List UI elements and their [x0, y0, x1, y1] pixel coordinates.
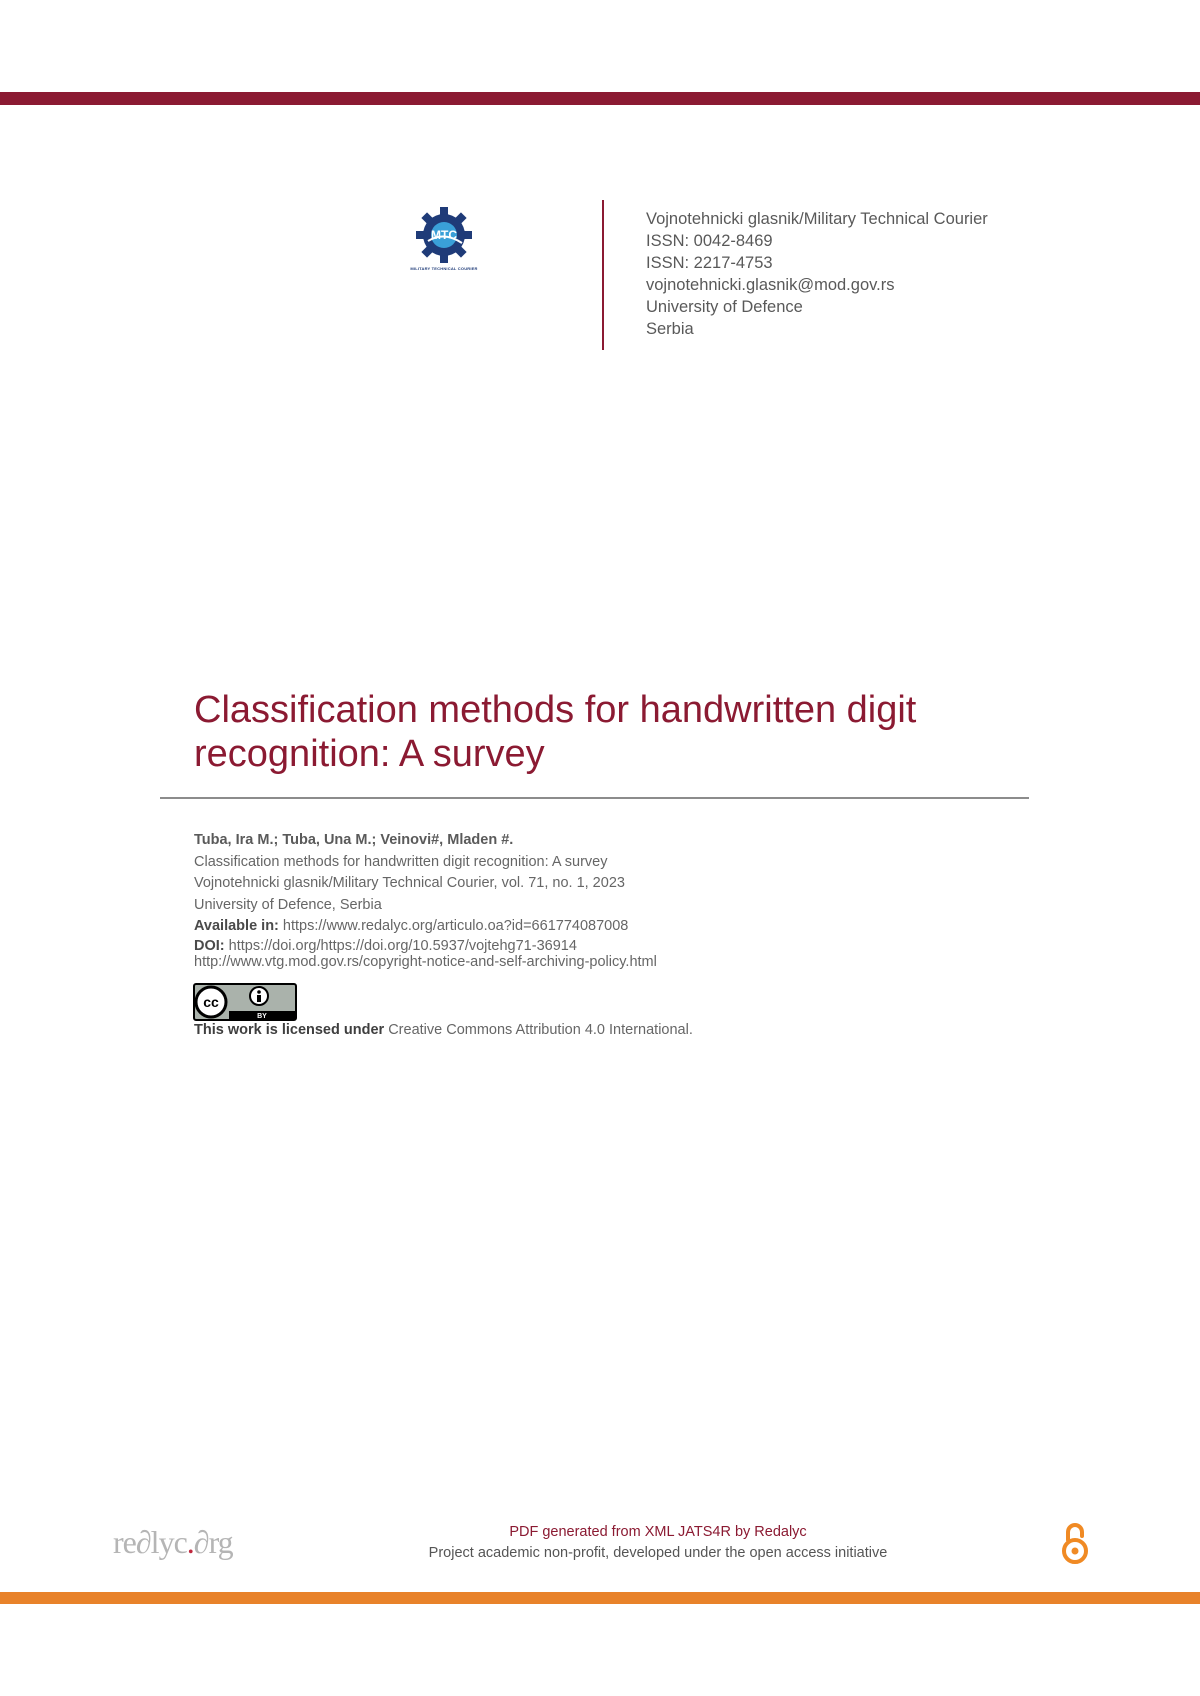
redalyc-logo-part: ∂	[193, 1524, 209, 1560]
policy-link[interactable]: http://www.vtg.mod.gov.rs/copyright-notice-and-self-archiving-policy.html	[194, 953, 657, 970]
article-publisher: University of Defence, Serbia	[194, 896, 382, 913]
open-access-lock-icon[interactable]	[1060, 1522, 1090, 1564]
available-in-link[interactable]: https://www.redalyc.org/articulo.oa?id=661774087008	[282, 918, 629, 934]
doi-label: DOI:	[194, 937, 225, 954]
article-metadata	[194, 830, 1054, 970]
header-divider	[602, 200, 604, 350]
doi-link[interactable]: https://doi.org/https://doi.org/10.5937/vojtehg71-36914	[228, 937, 577, 954]
bottom-footer-bar	[0, 1592, 1200, 1604]
redalyc-logo-part: rg	[208, 1524, 233, 1560]
redalyc-logo-accent: .	[186, 1524, 194, 1560]
license-statement	[194, 1022, 693, 1038]
article-title-repeat: Classification methods for handwritten digit recognition: A survey	[194, 853, 608, 870]
journal-issn-online: ISSN: 2217-4753	[646, 254, 773, 272]
footer-project-note: Project academic non-profit, developed under the open access initiative	[428, 1545, 888, 1561]
available-in-label: Available in:	[194, 918, 279, 934]
journal-name: Vojnotehnicki glasnik/Military Technical Courier	[646, 210, 988, 228]
title-divider	[160, 797, 1029, 799]
article-authors: Tuba, Ira M.; Tuba, Una M.; Veinovi#, Mladen #.	[194, 832, 514, 848]
journal-email[interactable]: vojnotehnicki.glasnik@mod.gov.rs	[646, 276, 895, 294]
journal-logo-text: MTC	[431, 228, 457, 242]
journal-logo-caption: MILITARY TECHNICAL COURIER	[410, 266, 478, 271]
cc-badge-text: BY	[257, 1013, 267, 1020]
redalyc-logo-part: lyc	[150, 1524, 187, 1560]
journal-institution: University of Defence	[646, 298, 803, 316]
journal-country: Serbia	[646, 320, 694, 338]
top-brand-bar	[0, 92, 1200, 105]
license-link[interactable]: Creative Commons Attribution 4.0 International.	[388, 1022, 693, 1038]
article-citation: Vojnotehnicki glasnik/Military Technical Courier, vol. 71, no. 1, 2023	[194, 875, 625, 891]
journal-logo-icon	[400, 205, 488, 285]
doi-row	[194, 938, 1054, 954]
journal-info	[646, 208, 988, 340]
redalyc-logo-part: re	[113, 1524, 136, 1560]
article-title: Classification methods for handwritten digit recognition: A survey	[194, 689, 917, 775]
cc-by-badge-icon[interactable]	[193, 983, 297, 1021]
license-prefix: This work is licensed under	[194, 1022, 385, 1038]
available-in-row	[194, 916, 1054, 938]
journal-issn-print: ISSN: 0042-8469	[646, 232, 773, 250]
footer-generated-note: PDF generated from XML JATS4R by Redalyc	[509, 1524, 807, 1540]
redalyc-logo-part: ∂	[135, 1524, 151, 1560]
svg-text:cc: cc	[203, 994, 219, 1010]
